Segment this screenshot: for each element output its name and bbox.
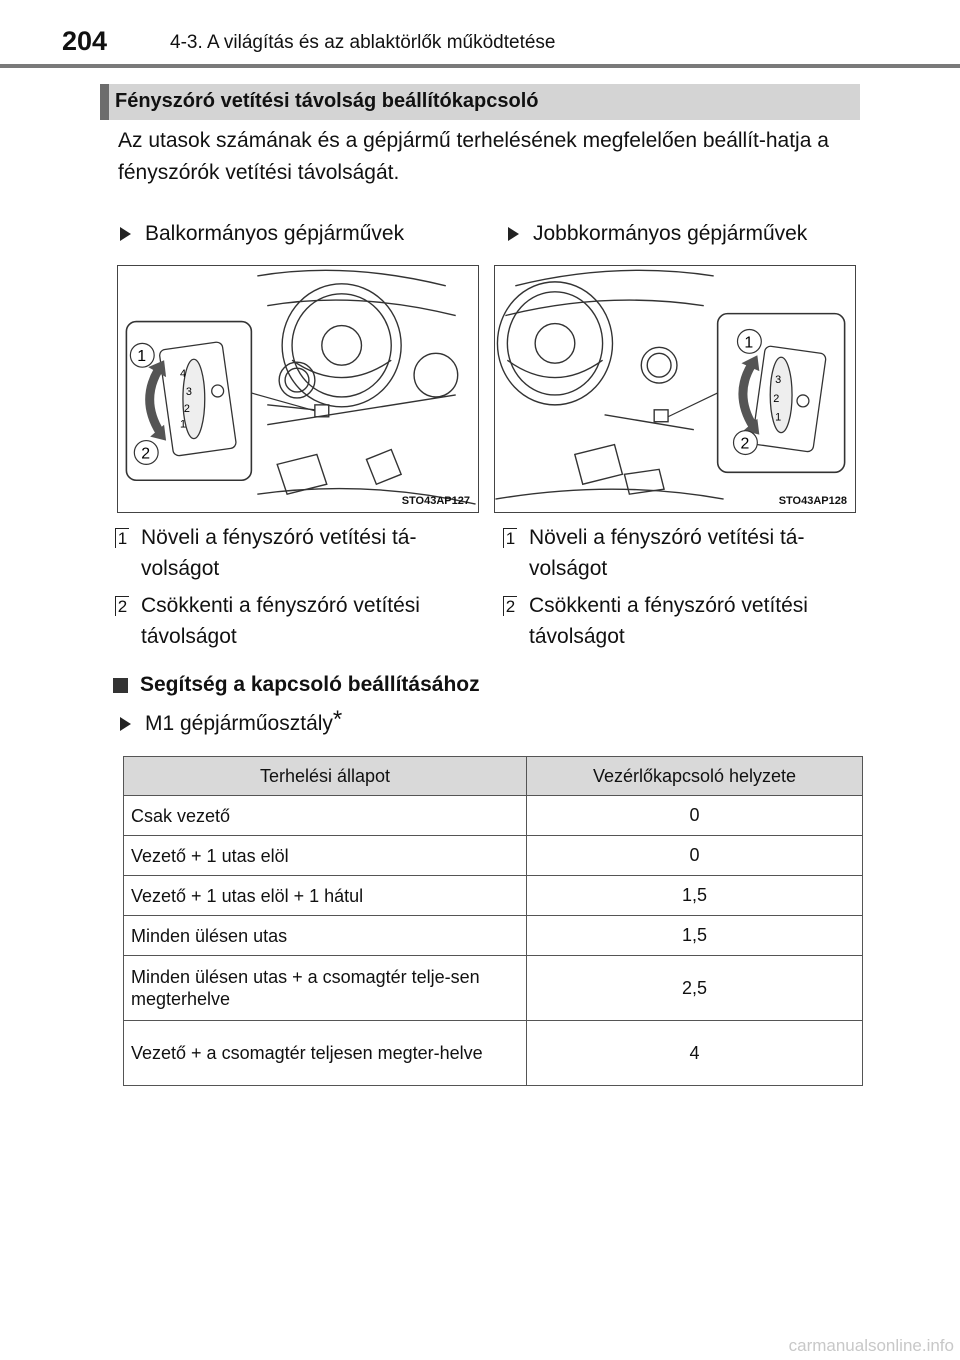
left-heading: [120, 222, 404, 246]
callout-2-marker: 2: [740, 435, 750, 453]
callout-text: Csökkenti a fényszóró vetítési távolságot: [141, 594, 420, 648]
arrow-bullet-icon: [120, 717, 131, 731]
section-title: Fényszóró vetítési távolság beállítókapcsoló: [115, 90, 539, 112]
table-row: [124, 956, 863, 1021]
table-row: [124, 836, 863, 876]
callout-text: Növeli a fényszóró vetítési tá-volságot: [141, 526, 417, 580]
column-header-switch-position: Vezérlőkapcsoló helyzete: [527, 757, 863, 796]
right-heading: [508, 222, 807, 246]
header-rule: [0, 64, 960, 68]
table-row: [124, 796, 863, 836]
watermark: carmanualsonline.info: [788, 1336, 954, 1355]
dial-label-2: 2: [773, 392, 780, 405]
callout-2-marker: 2: [141, 445, 151, 463]
load-state-cell: Csak vezető: [124, 796, 527, 836]
help-heading-text: Segítség a kapcsoló beállításához: [140, 673, 480, 696]
left-heading-text: Balkormányos gépjárművek: [145, 222, 405, 245]
figure-left-hand-drive: [117, 265, 479, 513]
footnote-mark: *: [332, 706, 343, 733]
right-heading-text: Jobbkormányos gépjárművek: [533, 222, 808, 245]
figure-code-right: STO43AP128: [778, 495, 847, 507]
column-header-load-state: Terhelési állapot: [124, 757, 527, 796]
load-state-cell: Minden ülésen utas: [124, 916, 527, 956]
dial-label-3: 3: [775, 374, 782, 387]
table-header-row: [124, 757, 863, 796]
dial-label-1: 1: [179, 418, 187, 431]
load-state-cell: Vezető + a csomagtér teljesen megter-helve: [124, 1021, 527, 1086]
table-row: [124, 876, 863, 916]
left-callout-1: [115, 522, 445, 584]
help-heading: [113, 673, 480, 697]
right-callout-2: [503, 590, 833, 652]
switch-position-cell: 1,5: [527, 916, 863, 956]
dial-label-3: 3: [185, 385, 192, 398]
intro-paragraph: Az utasok számának és a gépjármű terhelésének megfelelően beállít-hatja a fényszórók vetítési távolságát.: [118, 129, 829, 184]
table-row: [124, 1021, 863, 1086]
callout-number: 2: [115, 596, 129, 616]
dashboard-illustration-left: [118, 266, 478, 512]
callout-1-marker: 1: [744, 334, 754, 352]
figure-code-left: STO43AP127: [401, 495, 470, 507]
switch-position-cell: 0: [527, 796, 863, 836]
left-callout-2: [115, 590, 445, 652]
load-state-cell: Minden ülésen utas + a csomagtér telje-sen megterhelve: [124, 956, 527, 1021]
load-state-cell: Vezető + 1 utas elöl + 1 hátul: [124, 876, 527, 916]
chapter-title: 4-3. A világítás és az ablaktörlők működtetése: [170, 32, 556, 53]
callout-number: 1: [503, 528, 517, 548]
arrow-bullet-icon: [120, 227, 131, 241]
dashboard-illustration-right: [495, 266, 855, 512]
switch-position-cell: 0: [527, 836, 863, 876]
callout-text: Csökkenti a fényszóró vetítési távolságot: [529, 594, 808, 648]
table-row: [124, 916, 863, 956]
arrow-bullet-icon: [508, 227, 519, 241]
square-bullet-icon: [113, 678, 128, 693]
dial-label-4: 4: [179, 368, 187, 381]
right-callout-1: [503, 522, 833, 584]
load-table: [123, 756, 863, 1086]
switch-position-cell: 4: [527, 1021, 863, 1086]
switch-position-cell: 2,5: [527, 956, 863, 1021]
callout-text: Növeli a fényszóró vetítési tá-volságot: [529, 526, 805, 580]
dial-label-1: 1: [775, 411, 782, 424]
callout-number: 1: [115, 528, 129, 548]
callout-number: 2: [503, 596, 517, 616]
vehicle-class-heading: [120, 706, 343, 738]
dial-label-2: 2: [183, 402, 191, 415]
load-state-cell: Vezető + 1 utas elöl: [124, 836, 527, 876]
callout-1-marker: 1: [137, 348, 147, 366]
vehicle-class-text: M1 gépjárműosztály: [145, 712, 333, 735]
switch-position-cell: 1,5: [527, 876, 863, 916]
figure-right-hand-drive: [494, 265, 856, 513]
page-number: 204: [62, 26, 108, 56]
